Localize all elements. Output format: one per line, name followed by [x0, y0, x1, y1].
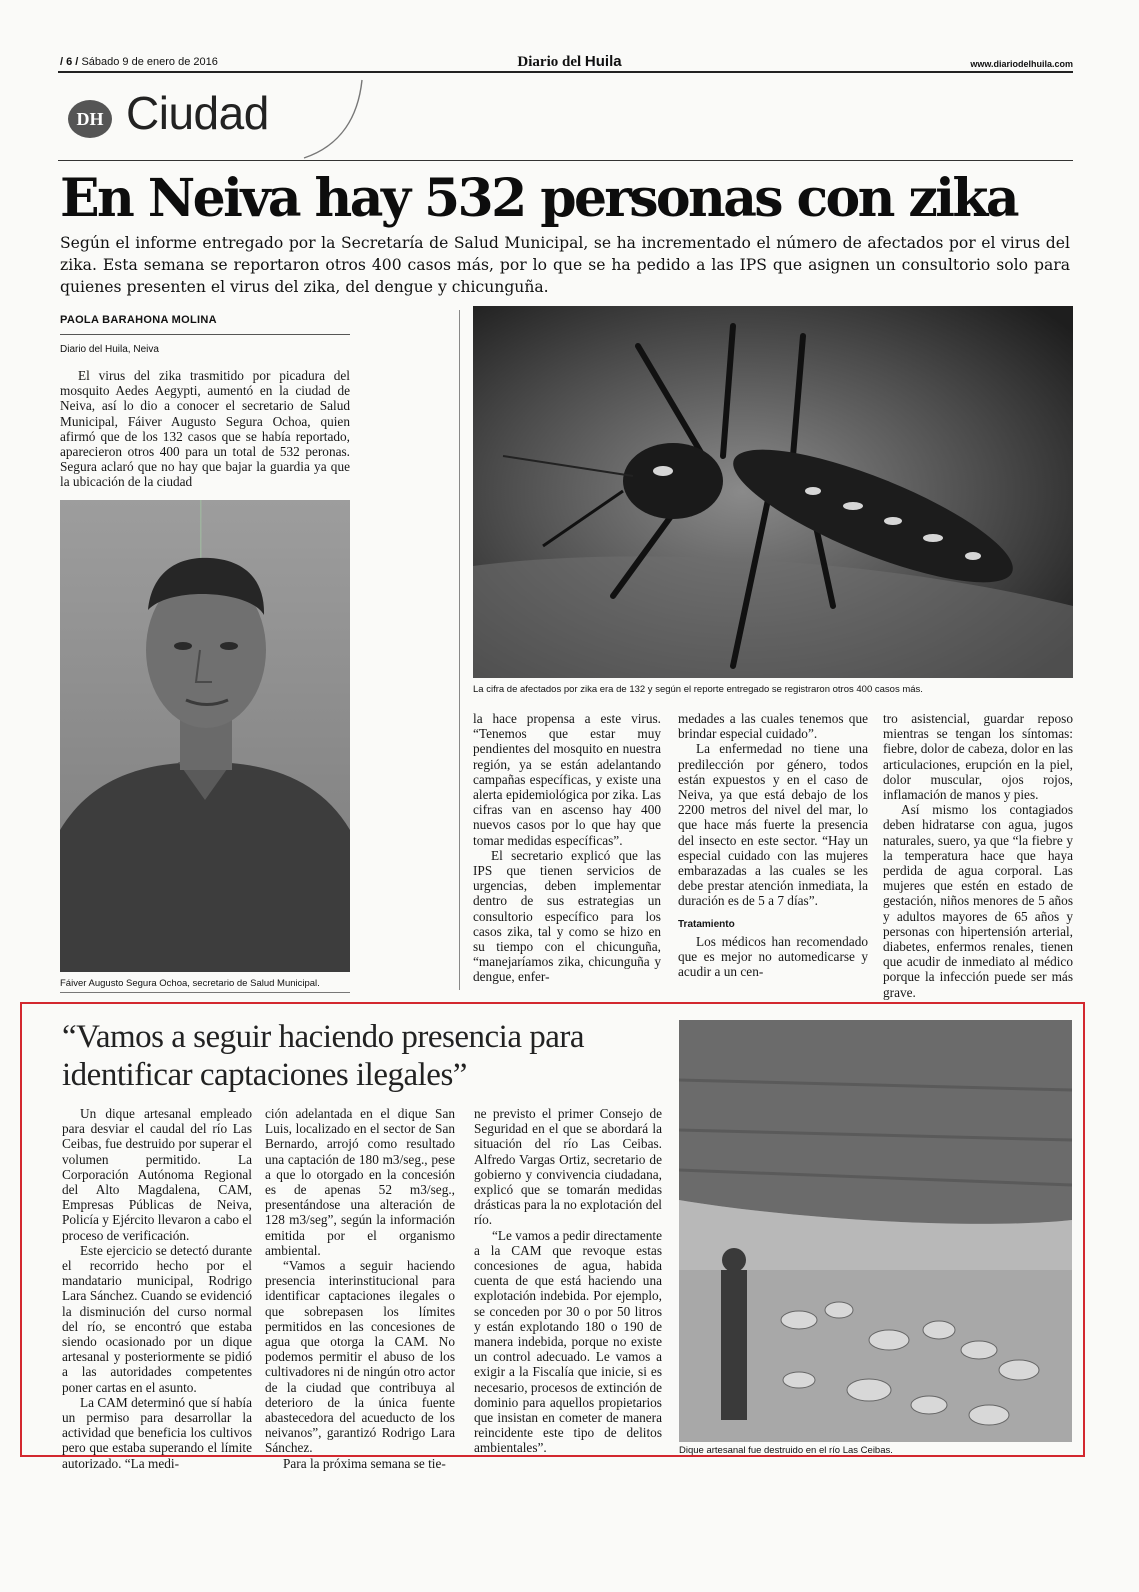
- caption-divider: [60, 992, 350, 993]
- section-swoosh: [300, 78, 370, 162]
- article-column-4: [883, 711, 1073, 1000]
- photo-mosquito-caption: La cifra de afectados por zika era de 132 y según el reporte entregado se registraron otros 400 casos más.: [473, 684, 923, 695]
- article-column-3: [678, 711, 868, 979]
- col2-paragraph: El secretario explicó que las IPS que tienen servicios de urgencias, deben implementar dentro de sus estrategias un consultorio específico para los casos zika, tal y como se hizo en su tiempo con el chicunguña, “manejaríamos zika, chicunguña y dengue, enfer-: [473, 847, 661, 985]
- masthead: [0, 53, 1139, 71]
- boxed-paragraph: “Le vamos a pedir directamente a la CAM que revoque estas concesiones de agua, habida cuenta de que está haciendo una explotación indebida. Por ejemplo, se conceden por 30 o por 50 litros y están explotando 180 o 190 de manera indebida, porque no existe un control adecuado. Le vamos a exigir a la Fiscalía que inicie, si es necesario, procesos de extinción de dominio para aquellos propietarios que insistan en cometer de manera reincidente este tipo de delitos ambientales”.: [474, 1227, 662, 1456]
- col3-paragraph: Los médicos han recomendado que es mejor no automedicarse y acudir a un cen-: [678, 933, 868, 980]
- section-divider: [58, 160, 1073, 161]
- portrait-illustration: [60, 500, 350, 972]
- page-number-date: / 6 / Sábado 9 de enero de 2016: [60, 56, 218, 68]
- dateline: Diario del Huila, Neiva: [60, 344, 159, 355]
- photo-river-dam-caption: Dique artesanal fue destruido en el río Las Ceibas.: [679, 1445, 893, 1456]
- mosquito-illustration: [473, 306, 1073, 678]
- photo-river-dam: [679, 1020, 1072, 1442]
- col4-paragraph: tro asistencial, guardar reposo mientras se tengan los síntomas: fiebre, dolor de cabeza, dolor en las articulaciones, erupción en la piel, dolor muscular, ojos rojos, inflamación de manos y pies.: [883, 711, 1073, 803]
- boxed-column-1: [62, 1106, 252, 1471]
- section-title: Ciudad: [126, 87, 269, 139]
- article-intro: [60, 368, 350, 490]
- byline-divider: [60, 334, 350, 335]
- website-link[interactable]: www.diariodelhuila.com: [970, 59, 1073, 69]
- col3-paragraph: medades a las cuales tenemos que brindar especial cuidado”.: [678, 711, 868, 742]
- masthead-part2: Huila: [584, 53, 622, 70]
- boxed-paragraph: ne previsto el primer Consejo de Seguridad en el que se abordará la situación del río Las Ceibas. Alfredo Vargas Ortiz, secretario de gobierno y convivencia ciudadana, explicó que se tomarán medidas drásticas para la no explotación del río.: [474, 1106, 662, 1228]
- column-divider: [459, 310, 460, 990]
- photo-mosquito: [473, 306, 1073, 678]
- col4-paragraph: Así mismo los contagiados deben hidratarse con agua, jugos naturales, suero, ya que “la fiebre y la temperatura hace que haya perdida de agua corporal. Las mujeres que estén en estado de gestación, niños menores de 5 años y adultos mayores de 65 años y personas con hipertensión arterial, diabetes, enfermos renales, tienen que acudir de inmediato al médico porque la infección puede ser más grave.: [883, 802, 1073, 1000]
- photo-secretary-caption: Fáiver Augusto Segura Ochoa, secretario de Salud Municipal.: [60, 978, 320, 989]
- river-illustration: [679, 1020, 1072, 1442]
- photo-secretary: [60, 500, 350, 972]
- boxed-paragraph: Para la próxima semana se tie-: [283, 1455, 446, 1471]
- masthead-part1: Diario del: [517, 54, 582, 70]
- boxed-paragraph: ción adelantada en el dique San Luis, localizado en el sector de San Bernardo, arrojó como resultado una captación de 180 m3/seg., pese a que lo otorgado en la concesión es de apenas 52 m3/seg., presentándose una alteración de 128 m3/seg”, según la información emitida por el organismo ambiental.: [265, 1106, 455, 1258]
- boxed-column-3: [474, 1106, 662, 1456]
- col2-paragraph: la hace propensa a este virus. “Tenemos que estar muy pendientes del mosquito en nuestra región, ya se están adelantando campañas específicas, y existe una alerta epidemiológica por zika. Las cifras van en ascenso hay 400 nuevos casos por lo que hay que tomar medidas específicas”.: [473, 711, 661, 848]
- boxed-paragraph: La CAM determinó que sí había un permiso para desarrollar la actividad que beneficia los cultivos pero que estaba superando el límite autorizado. “La medi-: [62, 1394, 252, 1471]
- byline: PAOLA BARAHONA MOLINA: [60, 314, 217, 326]
- treatment-subheading: Tratamiento: [678, 918, 735, 930]
- subheadline: Según el informe entregado por la Secretaría de Salud Municipal, se ha incrementado el número de afectados por el virus del zika. Esta semana se reportaron otros 400 casos más, por lo que se ha pedido a las IPS que asignen un consultorio solo para quienes presenten el virus del zika, del dengue y chicunguña.: [60, 234, 1070, 296]
- boxed-article-title: “Vamos a seguir haciendo presencia para identificar captaciones ilegales”: [62, 1019, 585, 1093]
- page-number: 6: [66, 56, 73, 68]
- boxed-paragraph: Un dique artesanal empleado para desviar el caudal del río Las Ceibas, fue destruido por superar el volumen permitido. La Corporación Autónoma Regional del Alto Magdalena, CAM, Empresas Públicas de Neiva, Policía y Ejército llevaron a cabo el proceso de verificación.: [62, 1106, 252, 1243]
- article-column-2: [473, 711, 661, 985]
- boxed-paragraph: “Vamos a seguir haciendo presencia interinstitucional para identificar captaciones ilegales o que sobrepasen los límites permitidos en las concesiones de agua que otorga la CAM. No podemos permitir el abuso de los cultivadores ni de ningún otro actor de la ciudad que contribuya al deterioro de la única fuente abastecedora del acueducto de los neivanos”, garantizó Rodrigo Lara Sánchez.: [265, 1258, 455, 1456]
- page-date: Sábado 9 de enero de 2016: [81, 56, 218, 68]
- headline: En Neiva hay 532 personas con zika: [60, 168, 1017, 229]
- header-divider: [58, 71, 1073, 73]
- boxed-paragraph: Este ejercicio se detectó durante el recorrido hecho por el mandatario municipal, Rodrigo Lara Sánchez. Cuando se evidenció la disminución del curso normal del río, se encontró que estaba siendo ocasionado por un dique artesanal y posteriormente se pidió a las autoridades competentes poner cartas en el asunto.: [62, 1242, 252, 1395]
- dh-logo: DH: [68, 100, 112, 138]
- boxed-column-2: [265, 1106, 455, 1471]
- intro-paragraph: El virus del zika trasmitido por picadura del mosquito Aedes Aegypti, aumentó en la ciudad de Neiva, así lo dio a conocer el secretario de Salud Municipal, Fáiver Augusto Segura Ochoa, quien afirmó que de los 132 casos que se había reportado, aparecieron otros 400 para un total de 532 peronas. Segura aclaró que no hay que bajar la guardia ya que la ubicación de la ciudad: [60, 368, 350, 490]
- col3-paragraph: La enfermedad no tiene una predilección por género, todos están expuestos y en el caso de Neiva, ya que está debajo de los 2200 metros del nivel del mar, lo que hace más fuerte la presencia del insecto en este sector. “Hay un especial cuidado con las mujeres embarazadas a las cuales se les debe prestar atención inmediata, la duración es de 5 a 7 días”.: [678, 741, 868, 909]
